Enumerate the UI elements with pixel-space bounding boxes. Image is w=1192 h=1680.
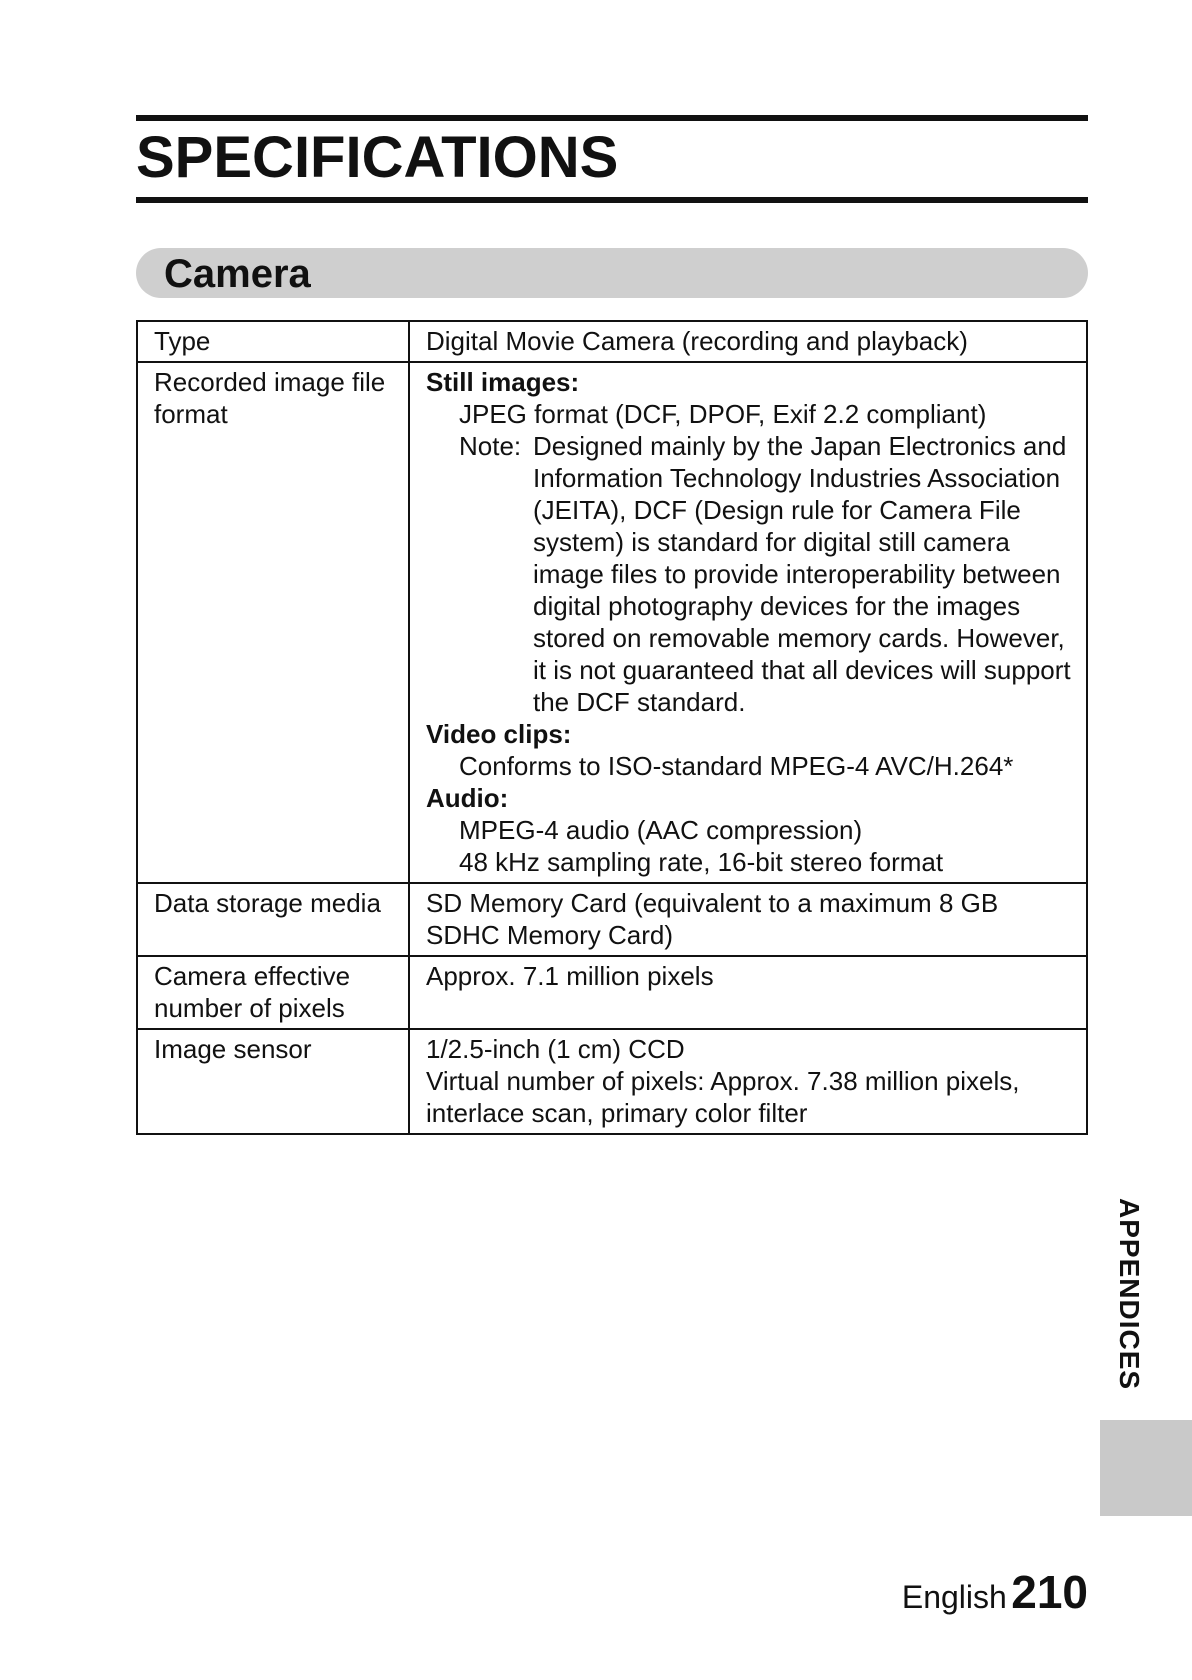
page-title: SPECIFICATIONS — [136, 125, 619, 190]
spec-table — [136, 320, 1088, 1135]
appendices-tab-marker — [1100, 1420, 1192, 1516]
table-row — [137, 883, 1087, 956]
footer-language: English — [901, 1579, 1007, 1615]
table-row — [137, 362, 1087, 883]
row-label: Image sensor — [137, 1029, 409, 1134]
still-images-format: JPEG format (DCF, DPOF, Exif 2.2 compliant) — [459, 399, 987, 429]
row-value — [409, 1029, 1087, 1134]
section-header — [136, 248, 1088, 298]
sensor-size: 1/2.5-inch (1 cm) CCD — [426, 1034, 685, 1064]
row-value: SD Memory Card (equivalent to a maximum 8 GB SDHC Memory Card) — [409, 883, 1087, 956]
audio-sampling-rate: 48 kHz sampling rate, 16-bit stereo format — [459, 847, 944, 877]
title-top-rule — [136, 115, 1088, 121]
note-text: Designed mainly by the Japan Electronics and Information Technology Industries Association (JEITA), DCF (Design rule for Camera File system) is standard for digital still camera image files to provide interoperability between digital photography devices for the images stored on removable memory cards. However, it is not guaranteed that all devices will support the DCF standard. — [533, 431, 1071, 717]
sensor-details: Virtual number of pixels: Approx. 7.38 million pixels, interlace scan, primary color filter — [426, 1066, 1020, 1128]
page-footer — [902, 1566, 1088, 1630]
audio-format: MPEG-4 audio (AAC compression) — [459, 815, 863, 845]
video-clips-heading: Video clips: — [426, 719, 572, 749]
note-label: Note: — [459, 431, 522, 461]
section-title: Camera — [164, 252, 311, 296]
row-label: Data storage media — [137, 883, 409, 956]
title-bottom-rule — [136, 197, 1088, 203]
video-clips-format: Conforms to ISO-standard MPEG-4 AVC/H.264* — [459, 751, 1014, 781]
dcf-note — [426, 430, 1072, 718]
audio-heading: Audio: — [426, 783, 509, 813]
row-value: Digital Movie Camera (recording and playback) — [409, 321, 1087, 362]
table-row — [137, 321, 1087, 362]
row-value: Approx. 7.1 million pixels — [409, 956, 1087, 1029]
still-images-heading: Still images: — [426, 367, 580, 397]
appendices-side-label: APPENDICES — [1114, 1198, 1145, 1391]
page-number: 210 — [1011, 1566, 1088, 1618]
row-label: Type — [137, 321, 409, 362]
table-row — [137, 1029, 1087, 1134]
row-label: Camera effective number of pixels — [137, 956, 409, 1029]
row-label: Recorded image file format — [137, 362, 409, 883]
row-value — [409, 362, 1087, 883]
table-row — [137, 956, 1087, 1029]
